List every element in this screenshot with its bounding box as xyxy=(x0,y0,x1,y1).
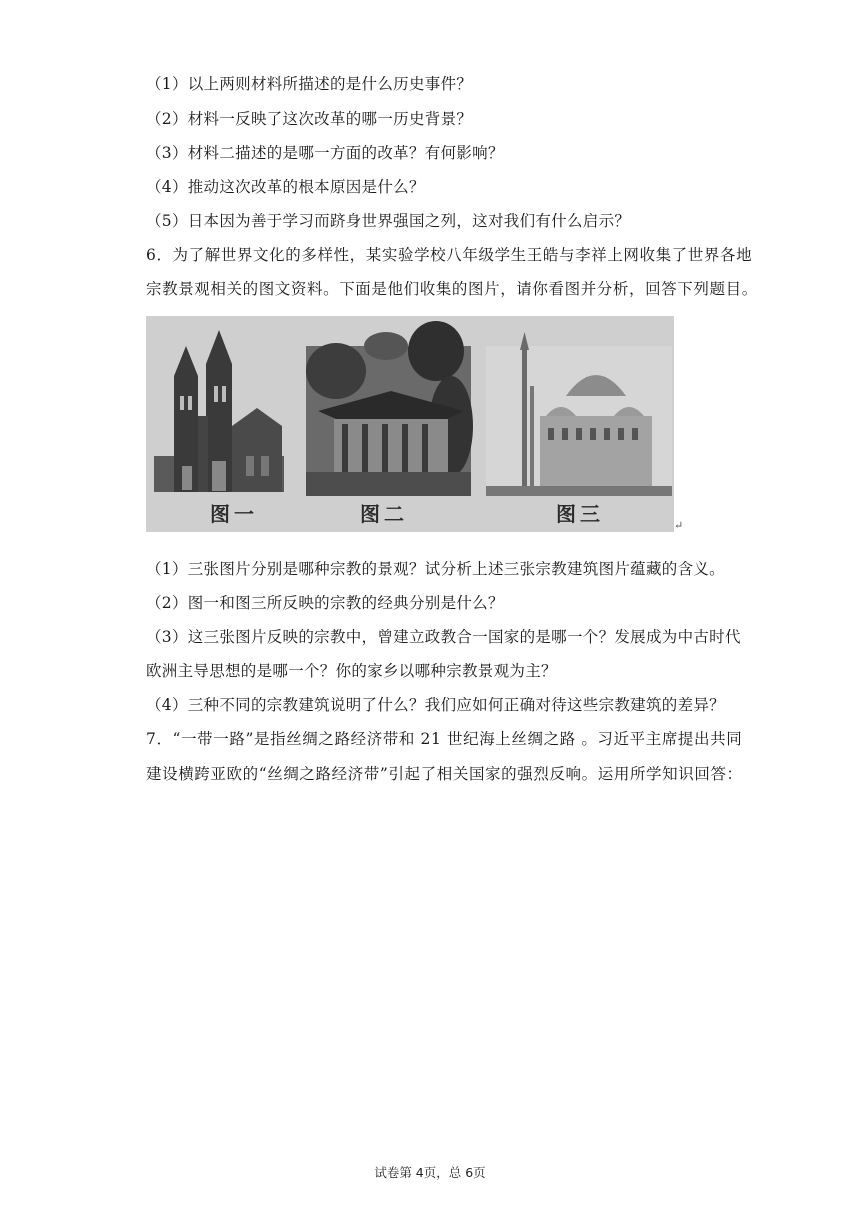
q6-stem-line-1: 6．为了解世界文化的多样性，某实验学校八年级学生王皓与李祥上网收集了世界各地 xyxy=(146,246,753,264)
q6-subquestion-3: （3）这三张图片反映的宗教中，曾建立政教合一国家的是哪一个？发展成为中古时代 xyxy=(146,628,741,646)
page-footer: 试卷第 4页，总 6页 xyxy=(374,1165,486,1180)
q7-stem-line-2: 建设横跨亚欧的“丝绸之路经济带”引起了相关国家的强烈反响。运用所学知识回答： xyxy=(146,765,743,783)
q7-stem-line-1: 7．“一带一路”是指丝绸之路经济带和 21 世纪海上丝绸之路 。习近平主席提出共同 xyxy=(146,730,743,748)
temple-image xyxy=(306,321,473,496)
prev-subquestion-4: （4）推动这次改革的根本原因是什么？ xyxy=(146,178,425,196)
figure-2-caption: 图二 xyxy=(360,502,408,526)
religious-buildings-figure xyxy=(146,316,674,532)
q6-subquestion-4: （4）三种不同的宗教建筑说明了什么？我们应如何正确对待这些宗教建筑的差异？ xyxy=(146,696,725,714)
q6-subquestion-2: （2）图一和图三所反映的宗教的经典分别是什么？ xyxy=(146,594,504,612)
figure-3-caption: 图三 xyxy=(556,502,604,526)
q6-stem-line-2: 宗教景观相关的图文资料。下面是他们收集的图片，请你看图并分析，回答下列题目。 xyxy=(146,280,758,298)
prev-subquestion-1: （1）以上两则材料所描述的是什么历史事件？ xyxy=(146,75,473,93)
paragraph-return-mark: ↵ xyxy=(674,519,684,532)
prev-subquestion-5: （5）日本因为善于学习而跻身世界强国之列，这对我们有什么启示？ xyxy=(146,212,631,230)
prev-subquestion-2: （2）材料一反映了这次改革的哪一历史背景？ xyxy=(146,110,473,128)
q6-subquestion-3-cont: 欧洲主导思想的是哪一个？你的家乡以哪种宗教景观为主？ xyxy=(146,662,557,680)
figure-1-caption: 图一 xyxy=(210,502,258,526)
mosque-image xyxy=(486,332,672,496)
prev-subquestion-3: （3）材料二描述的是哪一方面的改革？有何影响？ xyxy=(146,144,504,162)
q6-subquestion-1: （1）三张图片分别是哪种宗教的景观？试分析上述三张宗教建筑图片蕴藏的含义。 xyxy=(146,560,725,578)
